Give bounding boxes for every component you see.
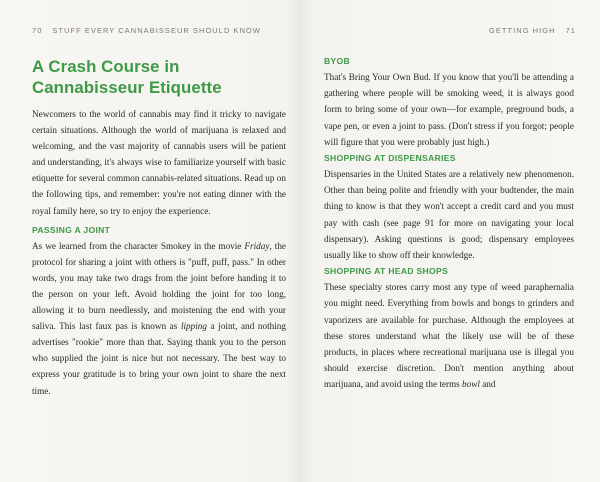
section-byob bbox=[324, 55, 574, 150]
left-page-content bbox=[32, 56, 286, 399]
chapter-title-line1: A Crash Course in bbox=[32, 57, 180, 76]
passing-text-2: , the protocol for sharing a joint with others is "puff, puff, pass." In other words, you may take two drags from the joint before handing it to the person on your left. Avoid holding the joint for too long, allowing it to burn needlessly, and moistening the end with your saliva. This last faux pas is known as bbox=[32, 240, 286, 332]
running-head-chapter: GETTING HIGH bbox=[489, 26, 556, 35]
term-bowl: bowl bbox=[462, 379, 480, 390]
page-number-left: 70 bbox=[32, 26, 43, 35]
right-page-content bbox=[324, 55, 574, 395]
term-lipping: lipping bbox=[180, 321, 207, 332]
head-shops-text-1: These specialty stores carry most any type of weed paraphernalia you might need. Everything from bowls and bongs to grinders and vaporizers are available for purchase. Although the employees at these stores understand what the likely use will be of these products, in places where recreational marijuana use is illegal you should exercise discretion. Don't mention anything about marijuana, and avoid using the terms bbox=[324, 282, 574, 390]
section-head-shops bbox=[324, 265, 574, 392]
byob-paragraph: That's Bring Your Own Bud. If you know that you'll be attending a gathering where people will be smoking weed, it is always good form to bring some of your own—for example, preground buds, a vape pen, or even a joint to pass. (Don't stress if you forgot; people will figure that you were probably just high.) bbox=[324, 72, 574, 147]
right-running-head bbox=[489, 26, 576, 35]
head-shops-text-2: and bbox=[479, 379, 496, 390]
running-head-book-title: STUFF EVERY CANNABISSEUR SHOULD KNOW bbox=[52, 26, 261, 35]
section-heading-head-shops: SHOPPING AT HEAD SHOPS bbox=[324, 266, 449, 277]
passing-a-joint-paragraph bbox=[32, 238, 286, 399]
left-running-head bbox=[32, 26, 261, 35]
section-heading-byob: BYOB bbox=[324, 56, 351, 66]
section-heading-dispensaries: SHOPPING AT DISPENSARIES bbox=[324, 153, 456, 164]
movie-title-friday: Friday bbox=[244, 240, 270, 251]
chapter-title bbox=[32, 56, 286, 98]
passing-text-3: a joint, and nothing advertises "rookie" more than that. Saying thank you to the person who supplied the joint is nice but not necessary. The best way to express your gratitude is to bring your own joint to share the next time. bbox=[32, 321, 286, 396]
right-page bbox=[300, 0, 600, 482]
dispensaries-paragraph: Dispensaries in the United States are a relatively new phenomenon. Other than being polite and friendly with your budtender, the main thing to know is that they won't accept a credit card and you must pay with cash (see page 91 for more on navigating your local dispensary). Asking questions is good; dispensary employees usually like to show off their knowledge. bbox=[324, 169, 574, 261]
section-dispensaries bbox=[324, 152, 574, 263]
head-shops-paragraph bbox=[324, 279, 574, 392]
chapter-title-line2: Cannabisseur Etiquette bbox=[32, 78, 222, 97]
intro-paragraph: Newcomers to the world of cannabis may find it tricky to navigate certain situations. Although the world of marijuana is relaxed and welcoming, and the vast majority of cannabis users will be patient and understanding, it's always wise to familiarize yourself with basic etiquette for several common cannabis-related situations. Read up on the following tips, and remember: you're not eating dinner with the royal family here, so try to enjoy the experience. bbox=[32, 109, 286, 216]
passing-text-1: As we learned from the character Smokey in the movie bbox=[32, 240, 245, 251]
page-number-right: 71 bbox=[565, 26, 576, 35]
section-heading-passing-a-joint: PASSING A JOINT bbox=[32, 224, 111, 235]
